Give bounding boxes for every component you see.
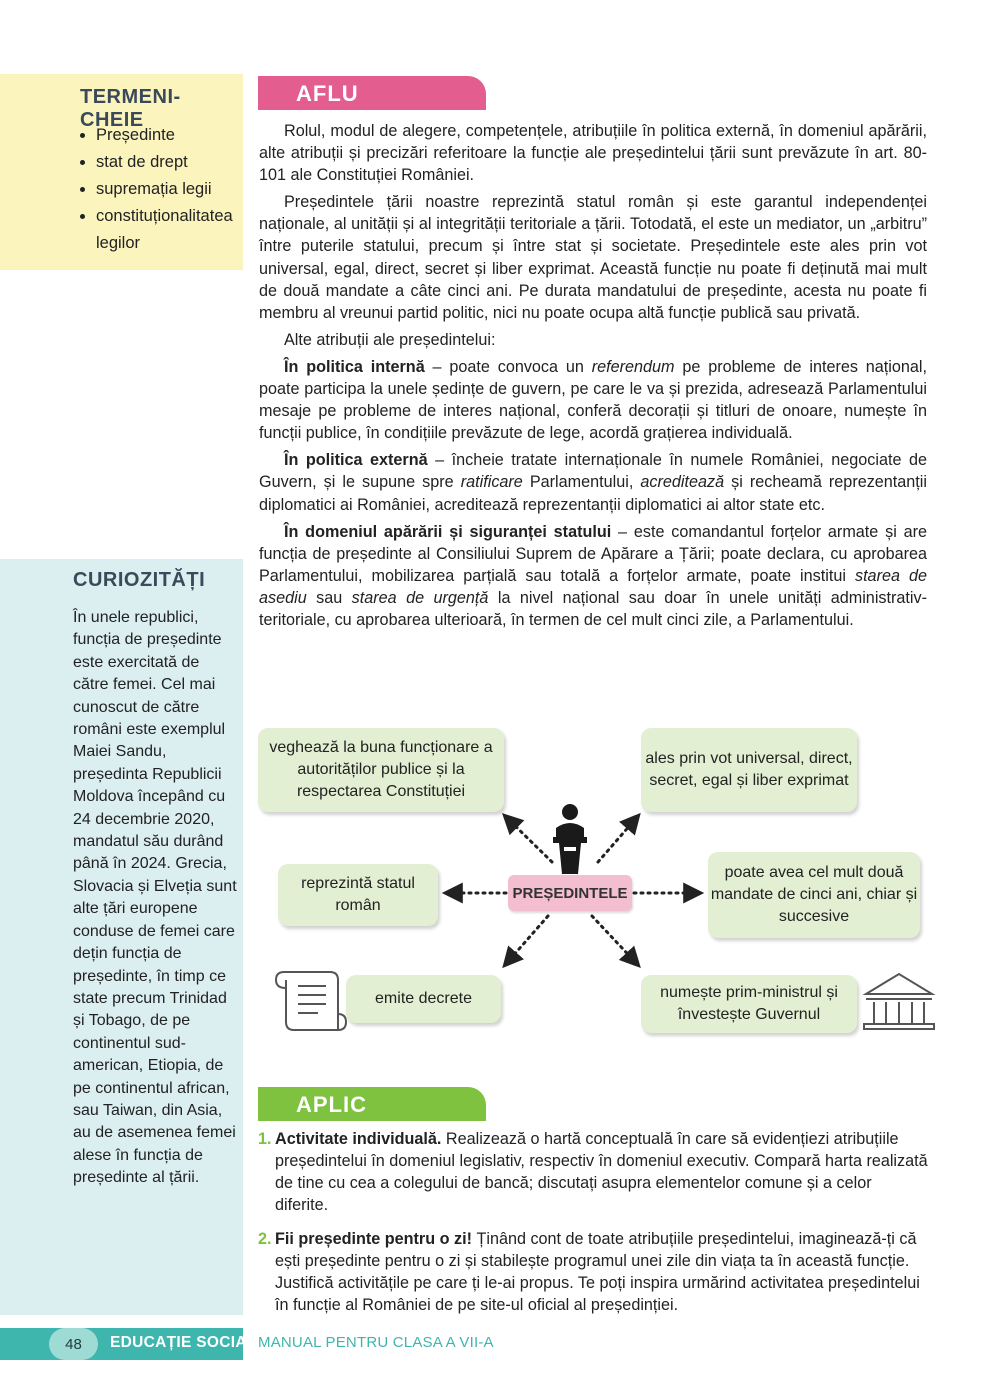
task-text: Realizează o hartă conceptuală în care să evidențiezi atribuțiile președintelui în domeniul legislativ, respectiv în domeniul executiv. Compară harta realizată de tine cu cea a colegului de bancă; discutați asupra elementelor comune și a celor diferite.	[275, 1130, 928, 1214]
list-item: • supremația legii	[96, 176, 256, 203]
italic-term: starea de asediu	[259, 566, 927, 607]
text-run: – poate convoca un	[424, 357, 592, 376]
text-run: Parlamentului,	[522, 473, 641, 492]
italic-term: referendum	[591, 357, 675, 376]
italic-term: ratificare	[460, 473, 523, 492]
task-item	[258, 1228, 928, 1316]
arrow-bottom-left	[505, 916, 548, 965]
task-title: Fii președinte pentru o zi!	[275, 1230, 472, 1248]
node-text: veghează la buna funcționare a autorităților publice și la respectarea Constituției	[269, 739, 493, 800]
paragraph: Rolul, modul de alegere, competențele, atribuțiile în politica externă, în domeniul apărării, alte atribuții și precizări referitoare la funcție ale președintelui țării sunt prevăzute în art. 80-101 ale Constituției României.	[259, 122, 927, 185]
paragraph: Alte atribuții ale președintelui:	[284, 330, 496, 349]
node-text: poate avea cel mult două mandate de cinci ani, chiar și succesive	[710, 864, 918, 925]
page-number: 48	[49, 1328, 98, 1360]
task-text: Ținând cont de toate atribuțiile președintelui, imaginează-ți că ești președinte pentru o zi și stabilește programul unei zile din viața ta în această funcție. Justifică activitățile pe care ți le-ai propus. Te poți inspira urmărind activitatea președintelui în funcție al României de pe site-ul oficial al președinției.	[275, 1230, 920, 1314]
arrow-bottom-right	[592, 916, 638, 965]
government-building-icon	[864, 974, 934, 1029]
president-podium-icon	[553, 804, 587, 874]
text-run: – este comandantul forțelor armate și are funcția de președinte al Consiliului Suprem de Apărare a Țării; poate declara, cu aprobarea Parlamentului, mobilizarea parțială sau totală a forțelor armate, poate institui	[259, 522, 927, 585]
footer-subject: EDUCAȚIE SOCIALĂ	[110, 1334, 269, 1351]
bold-label: În domeniul apărării și siguranței statului	[284, 522, 612, 541]
node-mandates	[708, 852, 920, 938]
text-run: pe probleme de interes național, poate participa la unele ședințe de guvern, pe care le va și prezida, adresează Parlamentului mesaje pe probleme de interes național, conferă decorații și titluri de onoare, numește în funcții publice, în condițiile prevăzute de lege, acordă grațierea individuală.	[259, 357, 927, 443]
list-item: • Președinte	[96, 122, 256, 149]
text-run: sau	[306, 588, 352, 607]
node-text: reprezintă statul român	[301, 875, 415, 914]
node-text: numește prim-ministrul și învestește Guvernul	[660, 984, 838, 1023]
italic-term: starea de urgență	[351, 588, 489, 607]
text-run: – încheie tratate internaționale în numele României, negociate de Guvern, și le supune spre	[259, 451, 927, 492]
arrow-top-left	[505, 816, 552, 862]
key-terms-title: TERMENI-CHEIE	[80, 86, 181, 131]
scroll-decree-icon	[276, 972, 346, 1030]
curiosities-text: În unele republici, funcția de președinte este exercitată de către femei. Cel mai cunoscut de către români este exemplul Maiei Sandu, președinta Republicii Moldova începând cu 24 decembrie 2020, mandatul său durând până în 2024. Grecia, Slovacia și Elveția sunt alte țări europene conduse de femei care dețin funcția de președinte, în timp ce state precum Trinidad și Tobago, de pe continentul sud-american, Etiopia, de pe continentul african, sau Taiwan, din Asia, au de asemenea femei alese în funcția de președinte al țării.	[73, 609, 237, 1187]
section-title: AFLU	[296, 81, 359, 106]
curiosities-title: CURIOZITĂȚI	[73, 569, 206, 591]
bold-label: În politica externă	[284, 451, 428, 470]
section-title: APLIC	[296, 1092, 367, 1117]
diagram-center-president: PREȘEDINTELE	[508, 875, 632, 911]
section-header-aplic	[258, 1087, 486, 1121]
paragraph: Președintele țării noastre reprezintă statul român și este garantul independenței naționale, al unității și al integrității teritoriale a țării. Totodată, el este un mediator, un „arbitru” între puterile statului, precum și între stat și societate. Președintele este ales prin vot universal, egal, direct, secret și liber exprimat. Această funcție nu poate fi deținută mai mult de două mandate a câte cinci ani. Pe durata mandatului de președinte, acesta nu poate fi membru al vreunui partid politic, nici nu poate ocupa altă funcție publică sau privată.	[259, 193, 927, 322]
node-elected	[641, 728, 857, 812]
node-appoints-pm	[641, 975, 857, 1033]
bold-label: În politica internă	[284, 357, 425, 376]
task-number: 2.	[258, 1230, 272, 1248]
task-item	[258, 1128, 928, 1216]
node-text: ales prin vot universal, direct, secret, egal și liber exprimat	[645, 750, 853, 789]
node-guardian-constitution	[258, 728, 504, 812]
text-run: și recheamă reprezentanții diplomatici ai României, acreditează reprezentanții diplomatici ai altor state etc.	[259, 473, 927, 514]
node-text: emite decrete	[375, 990, 472, 1007]
arrow-top-right	[598, 816, 638, 862]
task-title: Activitate individuală.	[275, 1130, 442, 1148]
node-represents-state	[278, 864, 438, 926]
text-run: la nivel național sau doar în unele unități administrativ-teritoriale, cu aprobarea ulterioară, în termen de cel mult cinci zile, a Parlamentului.	[259, 588, 927, 629]
node-decrees	[346, 975, 501, 1023]
apply-tasks	[258, 1128, 928, 1328]
list-item: • stat de drept	[96, 149, 256, 176]
task-number: 1.	[258, 1130, 272, 1148]
italic-term: acreditează	[640, 473, 725, 492]
list-item: • constituționalitatea legilor	[96, 203, 256, 257]
footer-grade: MANUAL PENTRU CLASA A VII-A	[258, 1334, 494, 1351]
